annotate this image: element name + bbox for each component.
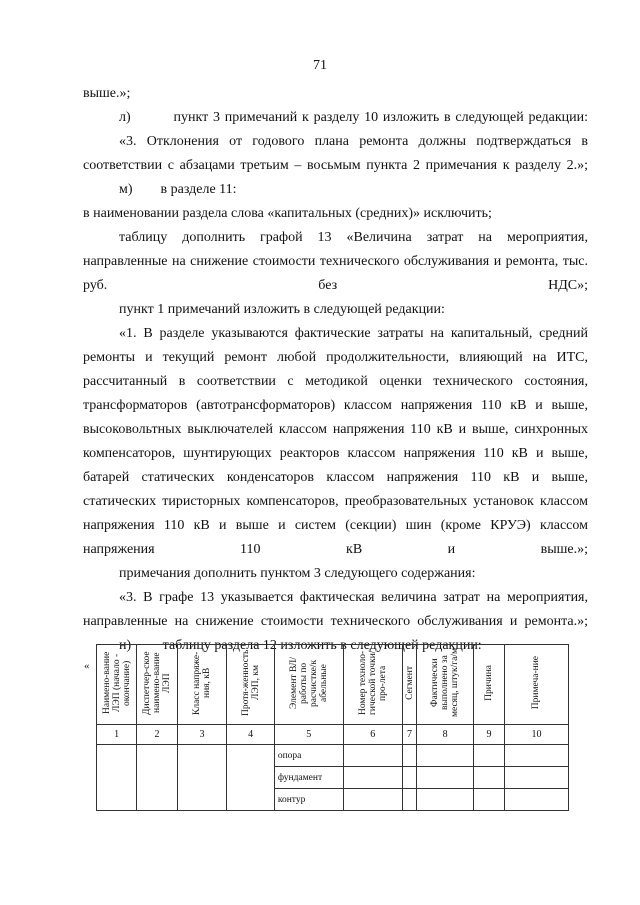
column-header-label: Протя-женность ЛЭП, км <box>240 649 261 717</box>
cell-dispatch-name <box>137 745 177 811</box>
table-row <box>97 745 569 767</box>
column-header <box>97 645 137 725</box>
paragraph: в наименовании раздела слова «капитальных (средних)» исключить; <box>83 206 492 221</box>
cell-element: фундамент <box>274 767 343 789</box>
paragraph: таблицу дополнить графой 13 «Величина затрат на мероприятия, направленные на снижение стоимости технического обслуживания и ремонта, тыс. руб. без НДС»; <box>83 230 588 293</box>
paragraph: выше.»; <box>83 86 131 101</box>
paragraph: примечания дополнить пунктом 3 следующего содержания: <box>119 566 476 581</box>
column-number: 5 <box>274 725 343 745</box>
column-header <box>417 645 474 725</box>
table-number-row <box>97 725 569 745</box>
page-number: 71 <box>313 58 327 73</box>
cell-element: опора <box>274 745 343 767</box>
column-header-label: Номер техноло-гической точки/про-лета <box>357 650 388 716</box>
column-number: 6 <box>343 725 402 745</box>
column-header-label: Элемент ВЛ/работы по расчистке/к абельные <box>288 657 329 709</box>
column-header <box>343 645 402 725</box>
column-header-label: Причина <box>483 665 494 701</box>
column-header <box>227 645 274 725</box>
column-number: 3 <box>177 725 227 745</box>
document-body <box>83 82 588 658</box>
table-open-quote: « <box>84 660 90 672</box>
column-header-label: Наимено-вание ЛЭП (начало - окончание) <box>101 651 132 715</box>
paragraph: «3. Отклонения от годового плана ремонта должны подтверждаться в соответствии с абзацами третьим – восьмым пункта 2 примечания к разделу 2.»; <box>83 134 588 173</box>
table-header-row <box>97 645 569 725</box>
column-number: 1 <box>97 725 137 745</box>
column-header-label: Диспетчер-ское наимено-вание ЛЭП <box>141 651 172 715</box>
cell-line-name <box>97 745 137 811</box>
paragraph: н) таблицу раздела 12 изложить в следующей редакции: <box>119 638 482 653</box>
paragraph: л) пункт 3 примечаний к разделу 10 изложить в следующей редакции: <box>119 110 588 125</box>
column-number: 8 <box>417 725 474 745</box>
column-header <box>137 645 177 725</box>
column-header <box>177 645 227 725</box>
column-number: 10 <box>504 725 568 745</box>
column-header <box>274 645 343 725</box>
column-header <box>474 645 505 725</box>
column-header-label: Класс напряже-ния, кВ <box>192 651 213 715</box>
column-number: 4 <box>227 725 274 745</box>
column-header <box>402 645 416 725</box>
section-12-table <box>96 644 569 811</box>
paragraph: «1. В разделе указываются фактические затраты на капитальный, средний ремонты и текущий ремонт любой продолжительности, влияющий на ИТС, рассчитанный в соответствии с методикой оценки технического состояния, трансформаторов (автотрансформаторов) классом напряжения 110 кВ и выше, высоковольтных выключателей классом напряжения 110 кВ и выше, синхронных компенсаторов, шунтирующих реакторов классом напряжения 110 кВ и выше, батарей статических конденсаторов классом напряжения 110 кВ и выше, статических тиристорных компенсаторов, преобразовательных установок классом напряжения 110 кВ и выше и систем (секции) шин (кроме КРУЭ) классом напряжения 110 кВ и выше.»; <box>83 326 588 557</box>
column-number: 9 <box>474 725 505 745</box>
column-header <box>504 645 568 725</box>
column-number: 7 <box>402 725 416 745</box>
cell-length <box>227 745 274 811</box>
column-number: 2 <box>137 725 177 745</box>
column-header-label: Фактически выполнено за месяц, штук/га/м <box>430 648 461 718</box>
cell-voltage <box>177 745 227 811</box>
column-header-label: Сегмент <box>404 666 415 700</box>
paragraph: пункт 1 примечаний изложить в следующей редакции: <box>119 302 445 317</box>
paragraph: м) в разделе 11: <box>119 182 237 197</box>
column-header-label: Примеча-ние <box>531 656 542 710</box>
paragraph: «3. В графе 13 указывается фактическая величина затрат на мероприятия, направленные на снижение стоимости технического обслуживания и ремонта.»; <box>83 590 588 629</box>
cell-element: контур <box>274 789 343 811</box>
